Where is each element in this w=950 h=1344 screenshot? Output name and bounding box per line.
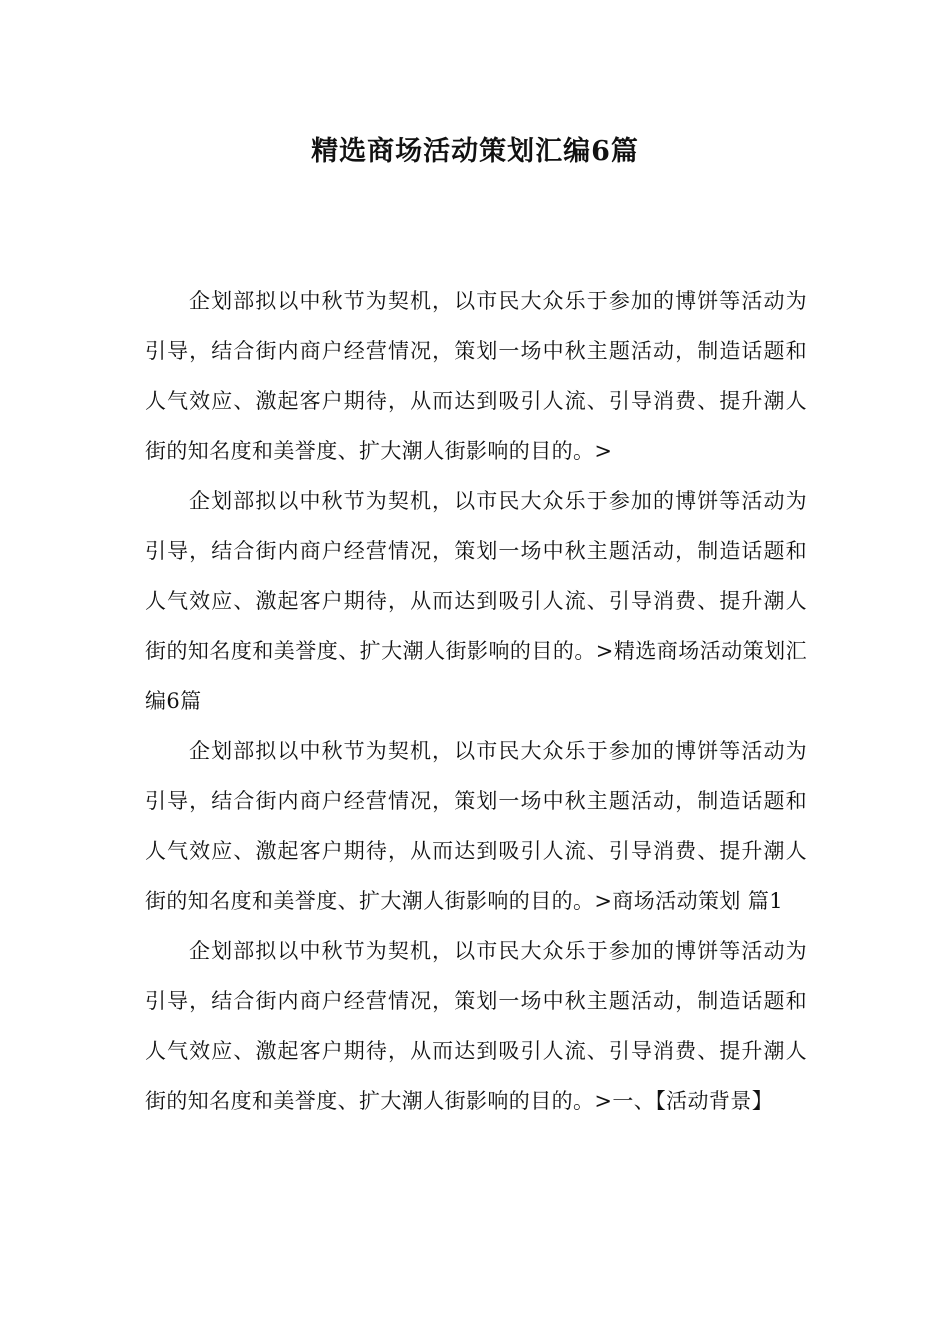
document-body [145,276,807,1126]
paragraph-1: 企划部拟以中秋节为契机，以市民大众乐于参加的博饼等活动为引导，结合街内商户经营情况，策划一场中秋主题活动，制造话题和人气效应、激起客户期待，从而达到吸引人流、引导消费、提升潮人街的知名度和美誉度、扩大潮人街影响的目的。> [145,289,807,463]
paragraph-3: 企划部拟以中秋节为契机，以市民大众乐于参加的博饼等活动为引导，结合街内商户经营情况，策划一场中秋主题活动，制造话题和人气效应、激起客户期待，从而达到吸引人流、引导消费、提升潮人街的知名度和美誉度、扩大潮人街影响的目的。>商场活动策划 篇1 [145,739,807,913]
paragraph-4: 企划部拟以中秋节为契机，以市民大众乐于参加的博饼等活动为引导，结合街内商户经营情况，策划一场中秋主题活动，制造话题和人气效应、激起客户期待，从而达到吸引人流、引导消费、提升潮人街的知名度和美誉度、扩大潮人街影响的目的。>一、【活动背景】 [145,939,807,1113]
document-title: 精选商场活动策划汇编6篇 [311,136,639,167]
paragraph-2: 企划部拟以中秋节为契机，以市民大众乐于参加的博饼等活动为引导，结合街内商户经营情况，策划一场中秋主题活动，制造话题和人气效应、激起客户期待，从而达到吸引人流、引导消费、提升潮人街的知名度和美誉度、扩大潮人街影响的目的。>精选商场活动策划汇编6篇 [145,489,807,713]
